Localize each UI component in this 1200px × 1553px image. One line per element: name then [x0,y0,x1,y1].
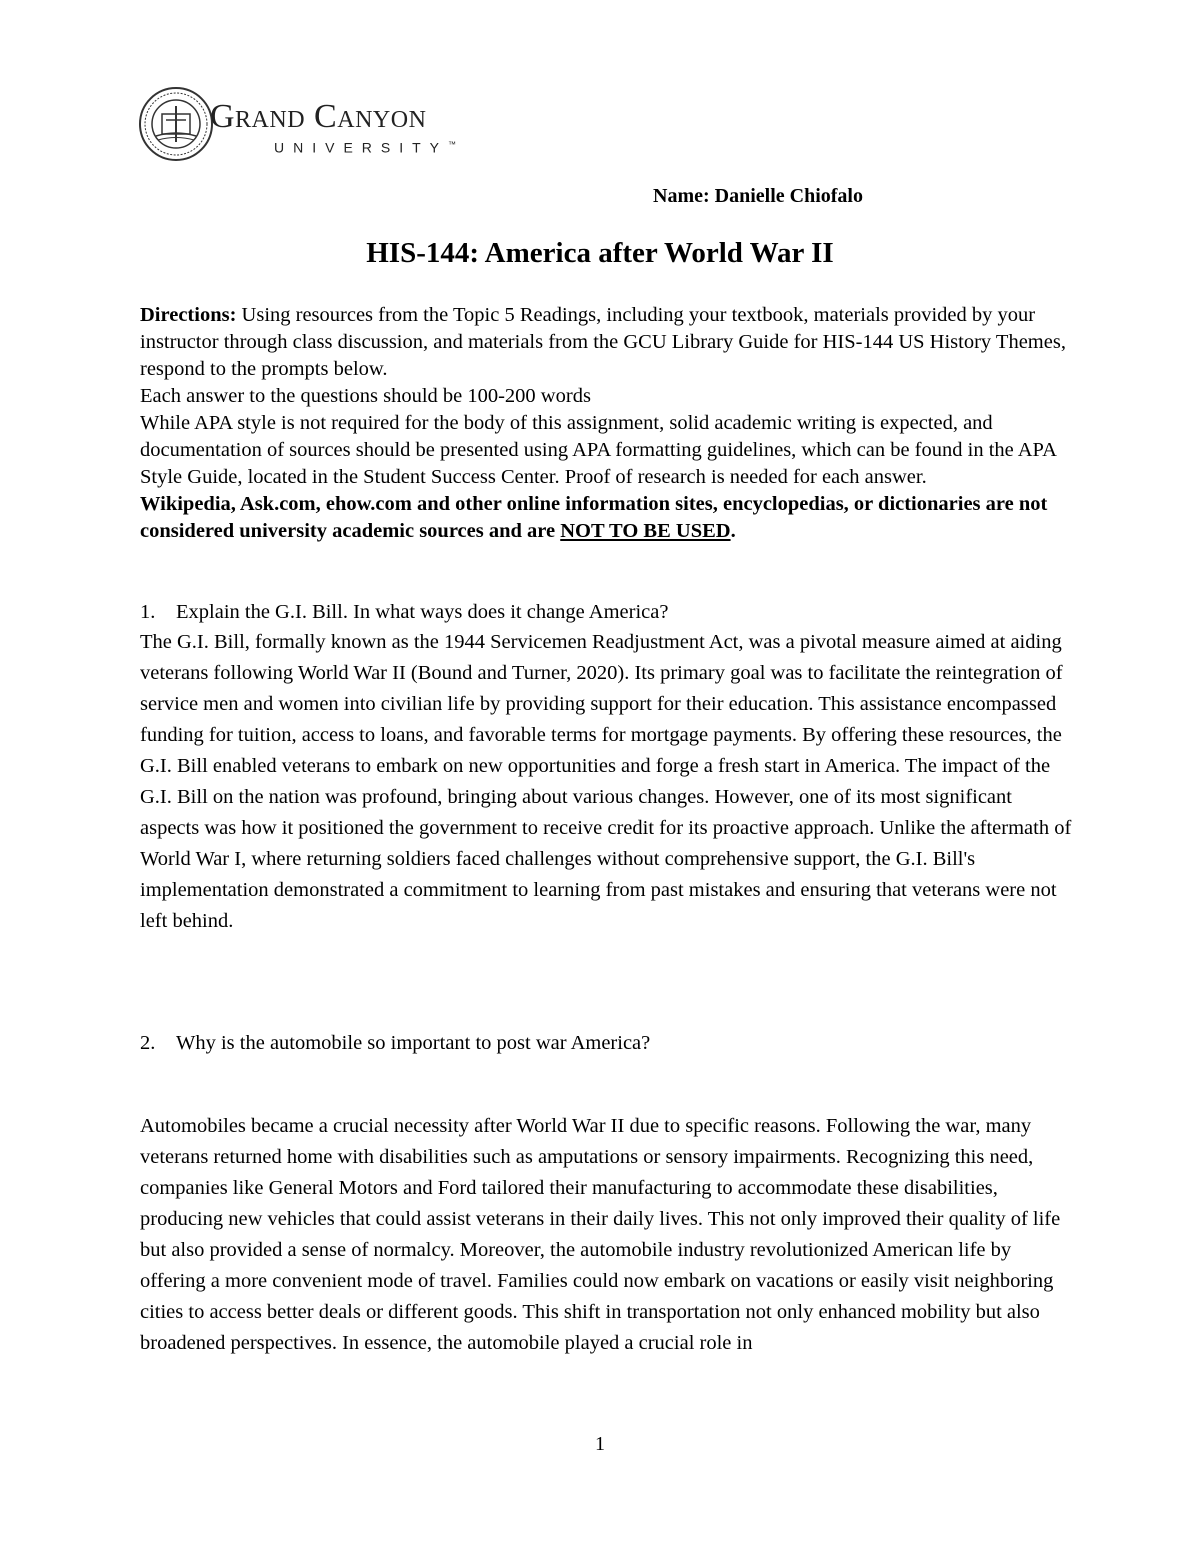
question-text: Why is the automobile so important to post war America? [176,1032,651,1054]
question-text: Explain the G.I. Bill. In what ways does it change America? [176,601,669,623]
wordmark-subtitle: UNIVERSITY™ [274,139,457,156]
answer-1: The G.I. Bill, formally known as the 1944 Servicemen Readjustment Act, was a pivotal measure aimed at aiding veterans following World War II (Bound and Turner, 2020). Its primary goal was to facilitate the reintegration of service men and women into civilian life by providing support for their education. This assistance encompassed funding for tuition, access to loans, and favorable terms for mortgage payments. By offering these resources, the G.I. Bill enabled veterans to embark on new opportunities and forge a fresh start in America. The impact of the G.I. Bill on the nation was profound, bringing about various changes. However, one of its most significant aspects was how it positioned the government to receive credit for its proactive approach. Unlike the aftermath of World War I, where returning soldiers faced challenges without comprehensive support, the G.I. Bill's implementation demonstrated a commitment to learning from past mistakes and ensuring that veterans were not left behind. [140,631,1072,932]
directions-label: Directions: [140,304,237,326]
university-wordmark [210,100,456,157]
source-warning: Wikipedia, Ask.com, ehow.com and other online information sites, encyclopedias, or dictionaries are not considered university academic sources and are NOT TO BE USED. [140,493,1048,542]
answer-2: Automobiles became a crucial necessity after World War II due to specific reasons. Following the war, many veterans returned home with disabilities such as amputations or sensory impairments. Recognizing this need, companies like General Motors and Ford tailored their manufacturing to accommodate these disabilities, producing new vehicles that could assist veterans in their daily lives. This not only improved their quality of life but also provided a sense of normalcy. Moreover, the automobile industry revolutionized American life by offering a more convenient mode of travel. Families could now embark on vacations or easily visit neighboring cities to access better deals or different goods. This shift in transportation not only enhanced mobility but also broadened perspectives. In essence, the automobile played a crucial role in [140,1115,1061,1354]
wordmark-title: Grand Canyon [210,98,427,135]
apa-note: While APA style is not required for the body of this assignment, solid academic writing is expected, and documentation of sources should be presented using APA formatting guidelines, which can be found in the APA Style Guide, located in the Student Success Center. Proof of research is needed for each answer. [140,412,1056,488]
directions-text: Using resources from the Topic 5 Readings, including your textbook, materials provided by your instructor through class discussion, and materials from the GCU Library Guide for HIS-144 US History Themes, respond to the prompts below. [140,304,1066,380]
directions-block [140,302,1070,545]
gcu-seal-icon [138,86,214,162]
question-1 [140,599,668,626]
question-2 [140,1030,650,1057]
page-number: 1 [595,1433,605,1455]
page-title: HIS-144: America after World War II [366,237,834,269]
warning-emphasis: NOT TO BE USED [560,520,731,542]
question-number: 1. [140,601,156,623]
word-count-note: Each answer to the questions should be 100-200 words [140,385,591,407]
student-name: Name: Danielle Chiofalo [653,185,863,207]
directions-paragraph [140,302,1070,383]
question-number: 2. [140,1032,156,1054]
university-logo [138,86,458,164]
